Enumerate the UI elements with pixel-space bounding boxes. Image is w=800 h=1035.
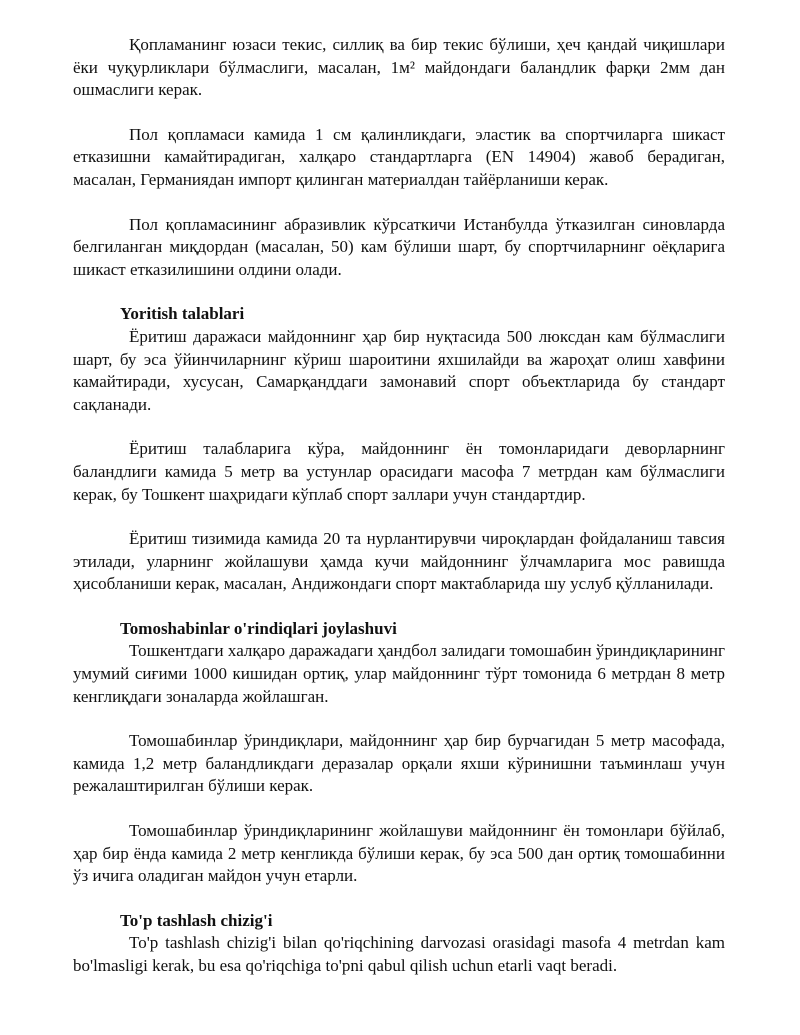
paragraph-seating-capacity: Тошкентдаги халқаро даражадаги ҳандбол залидаги томошабин ўриндиқларининг умумий сиғими 1000 кишидан ортиқ, улар майдоннинг тўрт томонида 6 метрдан 8 метр кенглиқдаги зоналарда жойлашган. bbox=[73, 641, 725, 706]
paragraph-seating-visibility: Томошабинлар ўриндиқлари, майдоннинг ҳар бир бурчагидан 5 метр масофада, камида 1,2 метр баландликдаги деразалар орқали яхши кўринишни таъминлаш учун режалаштирилган бўлиши керак. bbox=[73, 731, 725, 796]
paragraph-lighting-level: Ёритиш даражаси майдоннинг ҳар бир нуқтасида 500 люксдан кам бўлмаслиги шарт, бу эса ўйинчиларнинг кўриш шароитини яхшилайди ва жароҳат олиш хавфини камайтиради, хусусан, Самарқанддаги замонавий спорт объектларида бу стандарт сақланади. bbox=[73, 326, 725, 414]
paragraph-throw-line-distance: To'p tashlash chizig'i bilan qo'riqchining darvozasi orasidagi masofa 4 metrdan kam bo'lmasligi kerak, bu esa qo'riqchiga to'pni qabul qilish uchun etarli vaqt beradi. bbox=[73, 933, 725, 975]
paragraph-lighting-system: Ёритиш тизимида камида 20 та нурлантирувчи чироқлардан фойдаланиш тавсия этилади, уларнинг жойлашуви ҳамда кучи майдоннинг ўлчамларига мос равишда ҳисобланиши керак, масалан, Андижондаги спорт мактабларида шу услуб қўлланилади. bbox=[73, 529, 725, 594]
document-page bbox=[73, 34, 725, 1000]
heading-spectator-seating: Tomoshabinlar o'rindiqlari joylashuvi bbox=[120, 618, 397, 638]
paragraph-seating-layout: Томошабинлар ўриндиқларининг жойлашуви майдоннинг ён томонлари бўйлаб, ҳар бир ёнда камида 2 метр кенгликда бўлиши керак, бу эса 500 дан ортиқ томошабинни ўз ичига оладиган майдон учун етарли. bbox=[73, 821, 725, 886]
paragraph-wall-height: Ёритиш талабларига кўра, майдоннинг ён томонларидаги деворларнинг баландлиги камида 5 метр ва устунлар орасидаги масофа 7 метрдан кам бўлмаслиги керак, бу Тошкент шаҳридаги кўплаб спорт заллари учун стандартдир. bbox=[73, 439, 725, 504]
paragraph-abrasion: Пол қопламасининг абразивлик кўрсаткичи Истанбулда ўтказилган синовларда белгиланган миқдордан (масалан, 50) кам бўлиши шарт, бу спортчиларнинг оёқларига шикаст етказилишини олдини олади. bbox=[73, 214, 725, 279]
heading-lighting-requirements: Yoritish talablari bbox=[120, 304, 245, 324]
paragraph-surface-requirements: Қопламанинг юзаси текис, силлиқ ва бир текис бўлиши, ҳеч қандай чиқишлари ёки чуқурликлари бўлмаслиги, масалан, 1м² майдондаги баландлик фарқи 2мм дан ошмаслиги керак. bbox=[73, 35, 725, 100]
paragraph-floor-thickness: Пол қопламаси камида 1 см қалинликдаги, эластик ва спортчиларга шикаст етказишни камайтирадиган, халқаро стандартларга (EN 14904) жавоб берадиган, масалан, Германиядан импорт қилинган материалдан тайёрланиши керак. bbox=[73, 124, 725, 189]
heading-throw-line: To'p tashlash chizig'i bbox=[120, 910, 273, 930]
